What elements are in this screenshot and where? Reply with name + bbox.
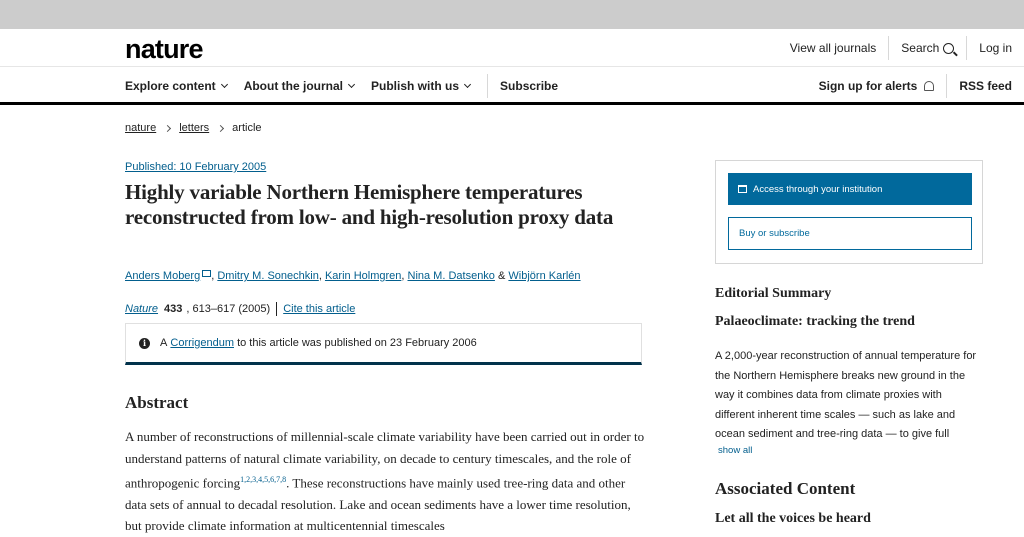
- header-links: [778, 29, 1024, 67]
- divider: [276, 302, 277, 316]
- corrigendum-link[interactable]: Corrigendum: [170, 337, 234, 349]
- abstract-text-after: . These reconstructions have mainly used tree-ring data and other data sets of annual to decadal resolution. Lake and ocean sediments have a lower time resolution, but provide climate information at multicentennial timescales: [125, 475, 631, 534]
- article-title: Highly variable Northern Hemisphere temperatures reconstructed from low- and high-resolution proxy data: [125, 180, 614, 229]
- volume: 433: [164, 303, 183, 315]
- journal-link[interactable]: [125, 303, 158, 315]
- citation-line: [125, 302, 355, 316]
- login-link[interactable]: [966, 36, 1024, 60]
- view-all-journals-link[interactable]: [778, 36, 889, 60]
- cite-article-link[interactable]: Cite this article: [283, 303, 356, 315]
- reference-links[interactable]: 1,2,3,4,5,6,7,8: [240, 475, 287, 484]
- chevron-right-icon: [217, 124, 224, 131]
- sign-up-alerts-label: Sign up for alerts: [818, 79, 918, 93]
- site-header: [0, 29, 1024, 67]
- publish-with-us-label: Publish with us: [371, 79, 460, 93]
- browser-top-bar: [0, 0, 1024, 29]
- access-institution-button[interactable]: [728, 173, 972, 205]
- journal-name: Nature: [125, 303, 159, 315]
- explore-content-menu[interactable]: [125, 79, 227, 93]
- editorial-summary-heading: Editorial Summary: [715, 286, 832, 301]
- subscribe-label: Subscribe: [500, 79, 559, 93]
- chevron-down-icon: [348, 81, 355, 88]
- publish-with-us-menu[interactable]: [371, 79, 470, 93]
- explore-content-label: Explore content: [125, 79, 216, 93]
- nav-divider: [487, 74, 488, 98]
- breadcrumb-article: article: [232, 122, 262, 134]
- associated-content-heading: Associated Content: [715, 479, 856, 498]
- editorial-summary-title: Palaeoclimate: tracking the trend: [715, 314, 915, 329]
- abstract-text-before: A number of reconstructions of millennial-scale climate variability have been carried out in order to understand patterns of natural climate variability, on decade to century timescales, and the role of anthropogenic forcing: [125, 429, 645, 491]
- info-icon: i: [139, 338, 150, 349]
- rss-feed-link[interactable]: [946, 74, 1024, 98]
- view-all-journals-label: View all journals: [789, 41, 877, 55]
- abstract-text: [125, 426, 645, 537]
- about-journal-menu[interactable]: [244, 79, 354, 93]
- author-link[interactable]: Anders Moberg: [125, 270, 201, 282]
- author-list: Anders Moberg , Dmitry M. Sonechkin, Karin Holmgren, Nina M. Datsenko & Wibjörn Karlén: [125, 270, 581, 282]
- search-label: Search: [901, 41, 940, 55]
- subscribe-link[interactable]: [500, 79, 558, 93]
- associated-content-item[interactable]: Let all the voices be heard: [715, 511, 871, 526]
- about-journal-label: About the journal: [243, 79, 344, 93]
- author-link[interactable]: Dmitry M. Sonechkin: [217, 270, 319, 282]
- show-all-link[interactable]: show all: [718, 445, 753, 456]
- search-icon: [943, 43, 954, 54]
- bell-icon: [924, 81, 934, 91]
- abstract-heading: Abstract: [125, 393, 189, 412]
- access-institution-label: Access through your institution: [753, 183, 883, 195]
- author-link[interactable]: Nina M. Datsenko: [407, 270, 495, 282]
- author-link[interactable]: Karin Holmgren: [324, 270, 402, 282]
- email-icon[interactable]: [202, 270, 211, 277]
- main-nav: [0, 67, 1024, 105]
- breadcrumb: [125, 122, 262, 134]
- rss-feed-label: RSS feed: [959, 79, 1012, 93]
- search-button[interactable]: [888, 36, 966, 60]
- chevron-down-icon: [221, 81, 228, 88]
- login-label: Log in: [979, 41, 1012, 55]
- author-link[interactable]: Wibjörn Karlén: [508, 270, 581, 282]
- sign-up-alerts-link[interactable]: [807, 74, 947, 98]
- chevron-down-icon: [464, 81, 471, 88]
- notice-prefix: A: [160, 337, 168, 349]
- chevron-right-icon: [164, 124, 171, 131]
- nature-logo[interactable]: nature: [125, 34, 203, 64]
- pages: , 613–617 (2005): [186, 303, 271, 315]
- breadcrumb-letters[interactable]: letters: [179, 122, 210, 134]
- editorial-summary-text: A 2,000-year reconstruction of annual temperature for the Northern Hemisphere breaks new ground in the way it combines data from climate proxies with different inherent time scales — such as lake and ocean sediment and tree-ring data — to give full: [715, 350, 977, 440]
- buy-subscribe-button[interactable]: [728, 217, 972, 250]
- author-and: &: [498, 270, 506, 282]
- corrigendum-notice: [125, 323, 642, 365]
- breadcrumb-nature[interactable]: nature: [125, 122, 157, 134]
- buy-subscribe-label: Buy or subscribe: [739, 228, 810, 239]
- access-box: [715, 160, 983, 264]
- notice-suffix: to this article was published on 23 February 2006: [237, 337, 477, 349]
- published-date-link[interactable]: Published: 10 February 2005: [125, 161, 267, 173]
- institution-icon: [738, 185, 747, 193]
